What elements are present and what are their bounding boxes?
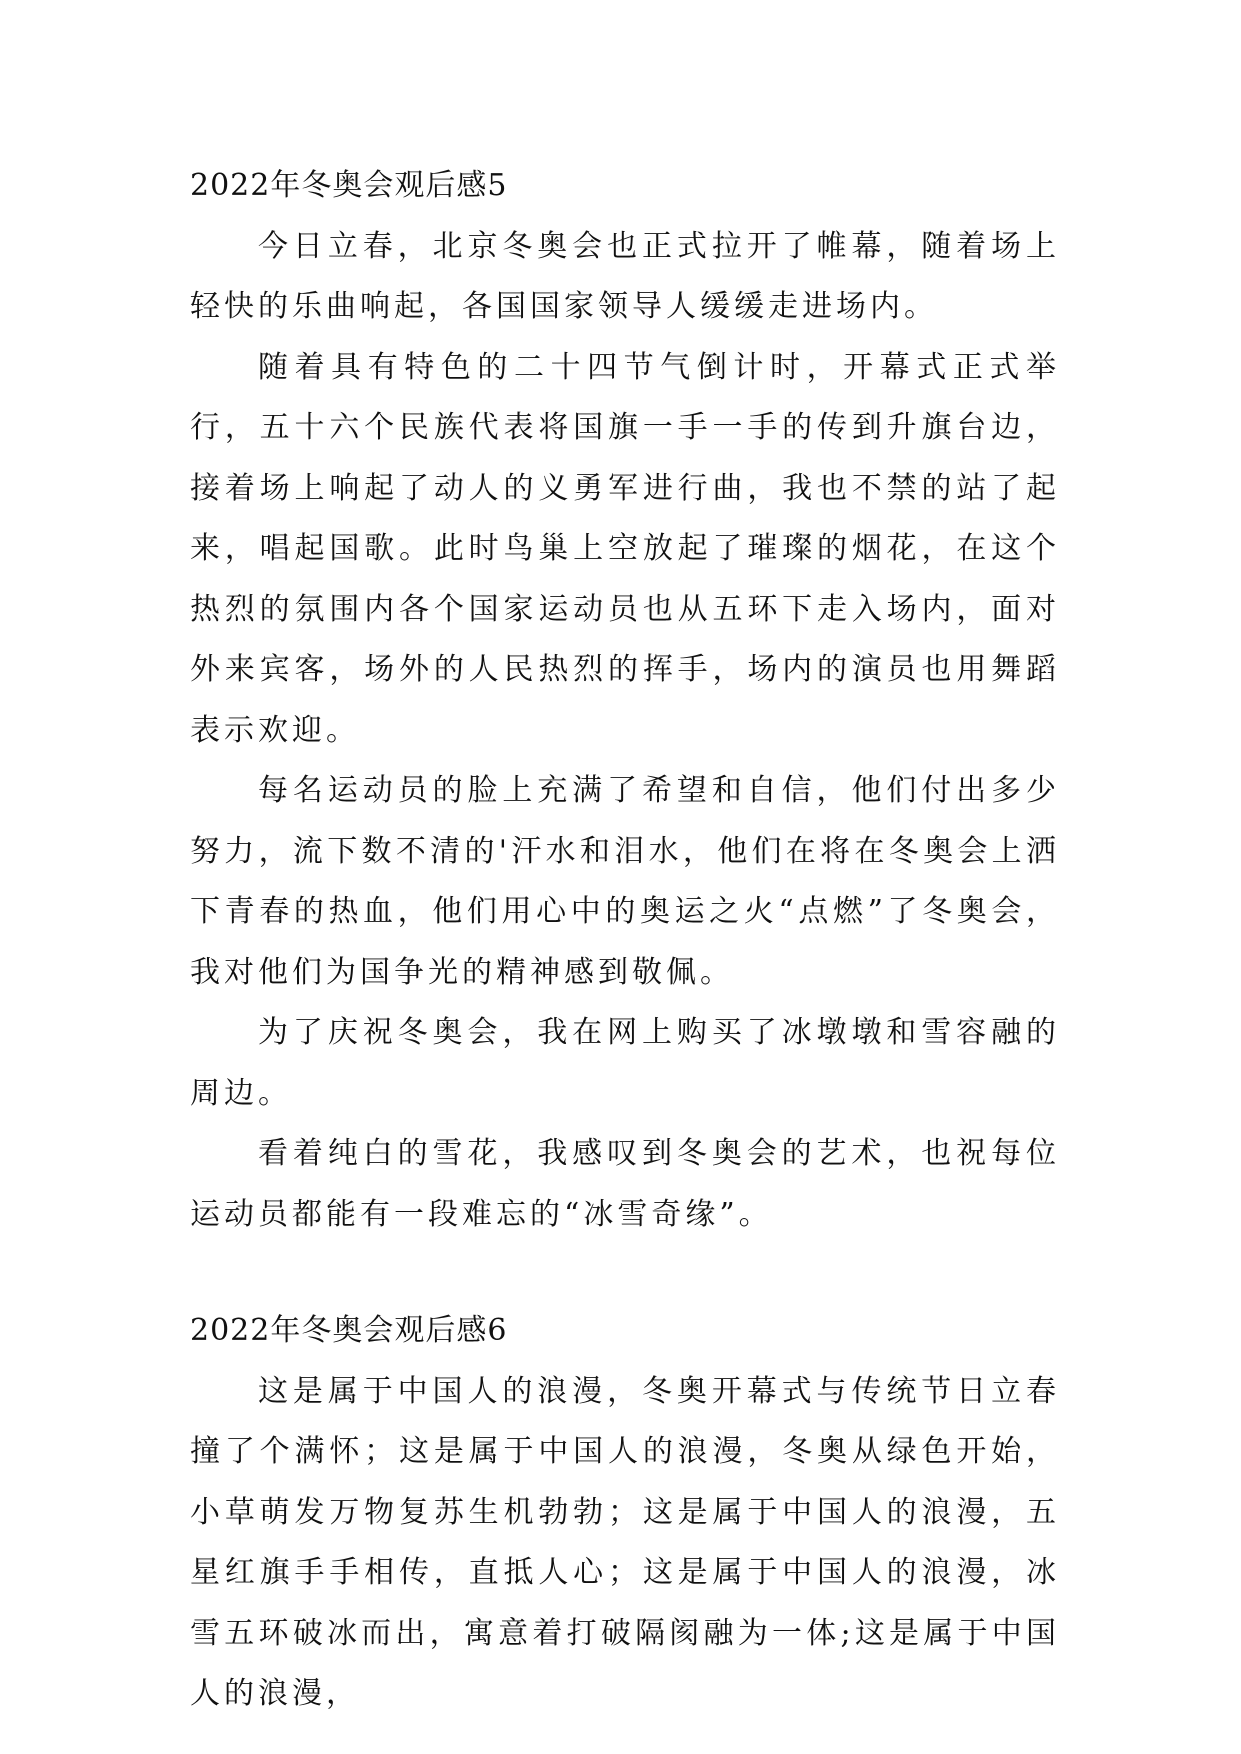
paragraph: 今日立春，北京冬奥会也正式拉开了帷幕，随着场上轻快的乐曲响起，各国国家领导人缓缓走进场内。: [190, 228, 1060, 324]
section-spacer: [190, 1245, 1060, 1301]
paragraph: 为了庆祝冬奥会，我在网上购买了冰墩墩和雪容融的周边。: [190, 1015, 1060, 1111]
paragraph: 这是属于中国人的浪漫，冬奥开幕式与传统节日立春撞了个满怀；这是属于中国人的浪漫，冬奥从绿色开始，小草萌发万物复苏生机勃勃；这是属于中国人的浪漫，五星红旗手手相传，直抵人心；这是属于中国人的浪漫，冰雪五环破冰而出，寓意着打破隔阂融为一体;这是属于中国人的浪漫，: [190, 1373, 1060, 1711]
paragraph: 随着具有特色的二十四节气倒计时，开幕式正式举行，五十六个民族代表将国旗一手一手的传到升旗台边，接着场上响起了动人的义勇军进行曲，我也不禁的站了起来，唱起国歌。此时鸟巢上空放起了璀璨的烟花，在这个热烈的氛围内各个国家运动员也从五环下走入场内，面对外来宾客，场外的人民热烈的挥手，场内的演员也用舞蹈表示欢迎。: [190, 349, 1060, 748]
section-title: 2022年冬奥会观后感6: [190, 1313, 508, 1348]
paragraph: 看着纯白的雪花，我感叹到冬奥会的艺术，也祝每位运动员都能有一段难忘的“冰雪奇缘”。: [190, 1136, 1060, 1232]
section-title: 2022年冬奥会观后感5: [190, 168, 508, 203]
paragraph: 每名运动员的脸上充满了希望和自信，他们付出多少努力，流下数不清的'汗水和泪水，他们在将在冬奥会上洒下青春的热血，他们用心中的奥运之火“点燃”了冬奥会，我对他们为国争光的精神感到敬佩。: [190, 773, 1060, 990]
document-body: [190, 156, 1060, 1725]
